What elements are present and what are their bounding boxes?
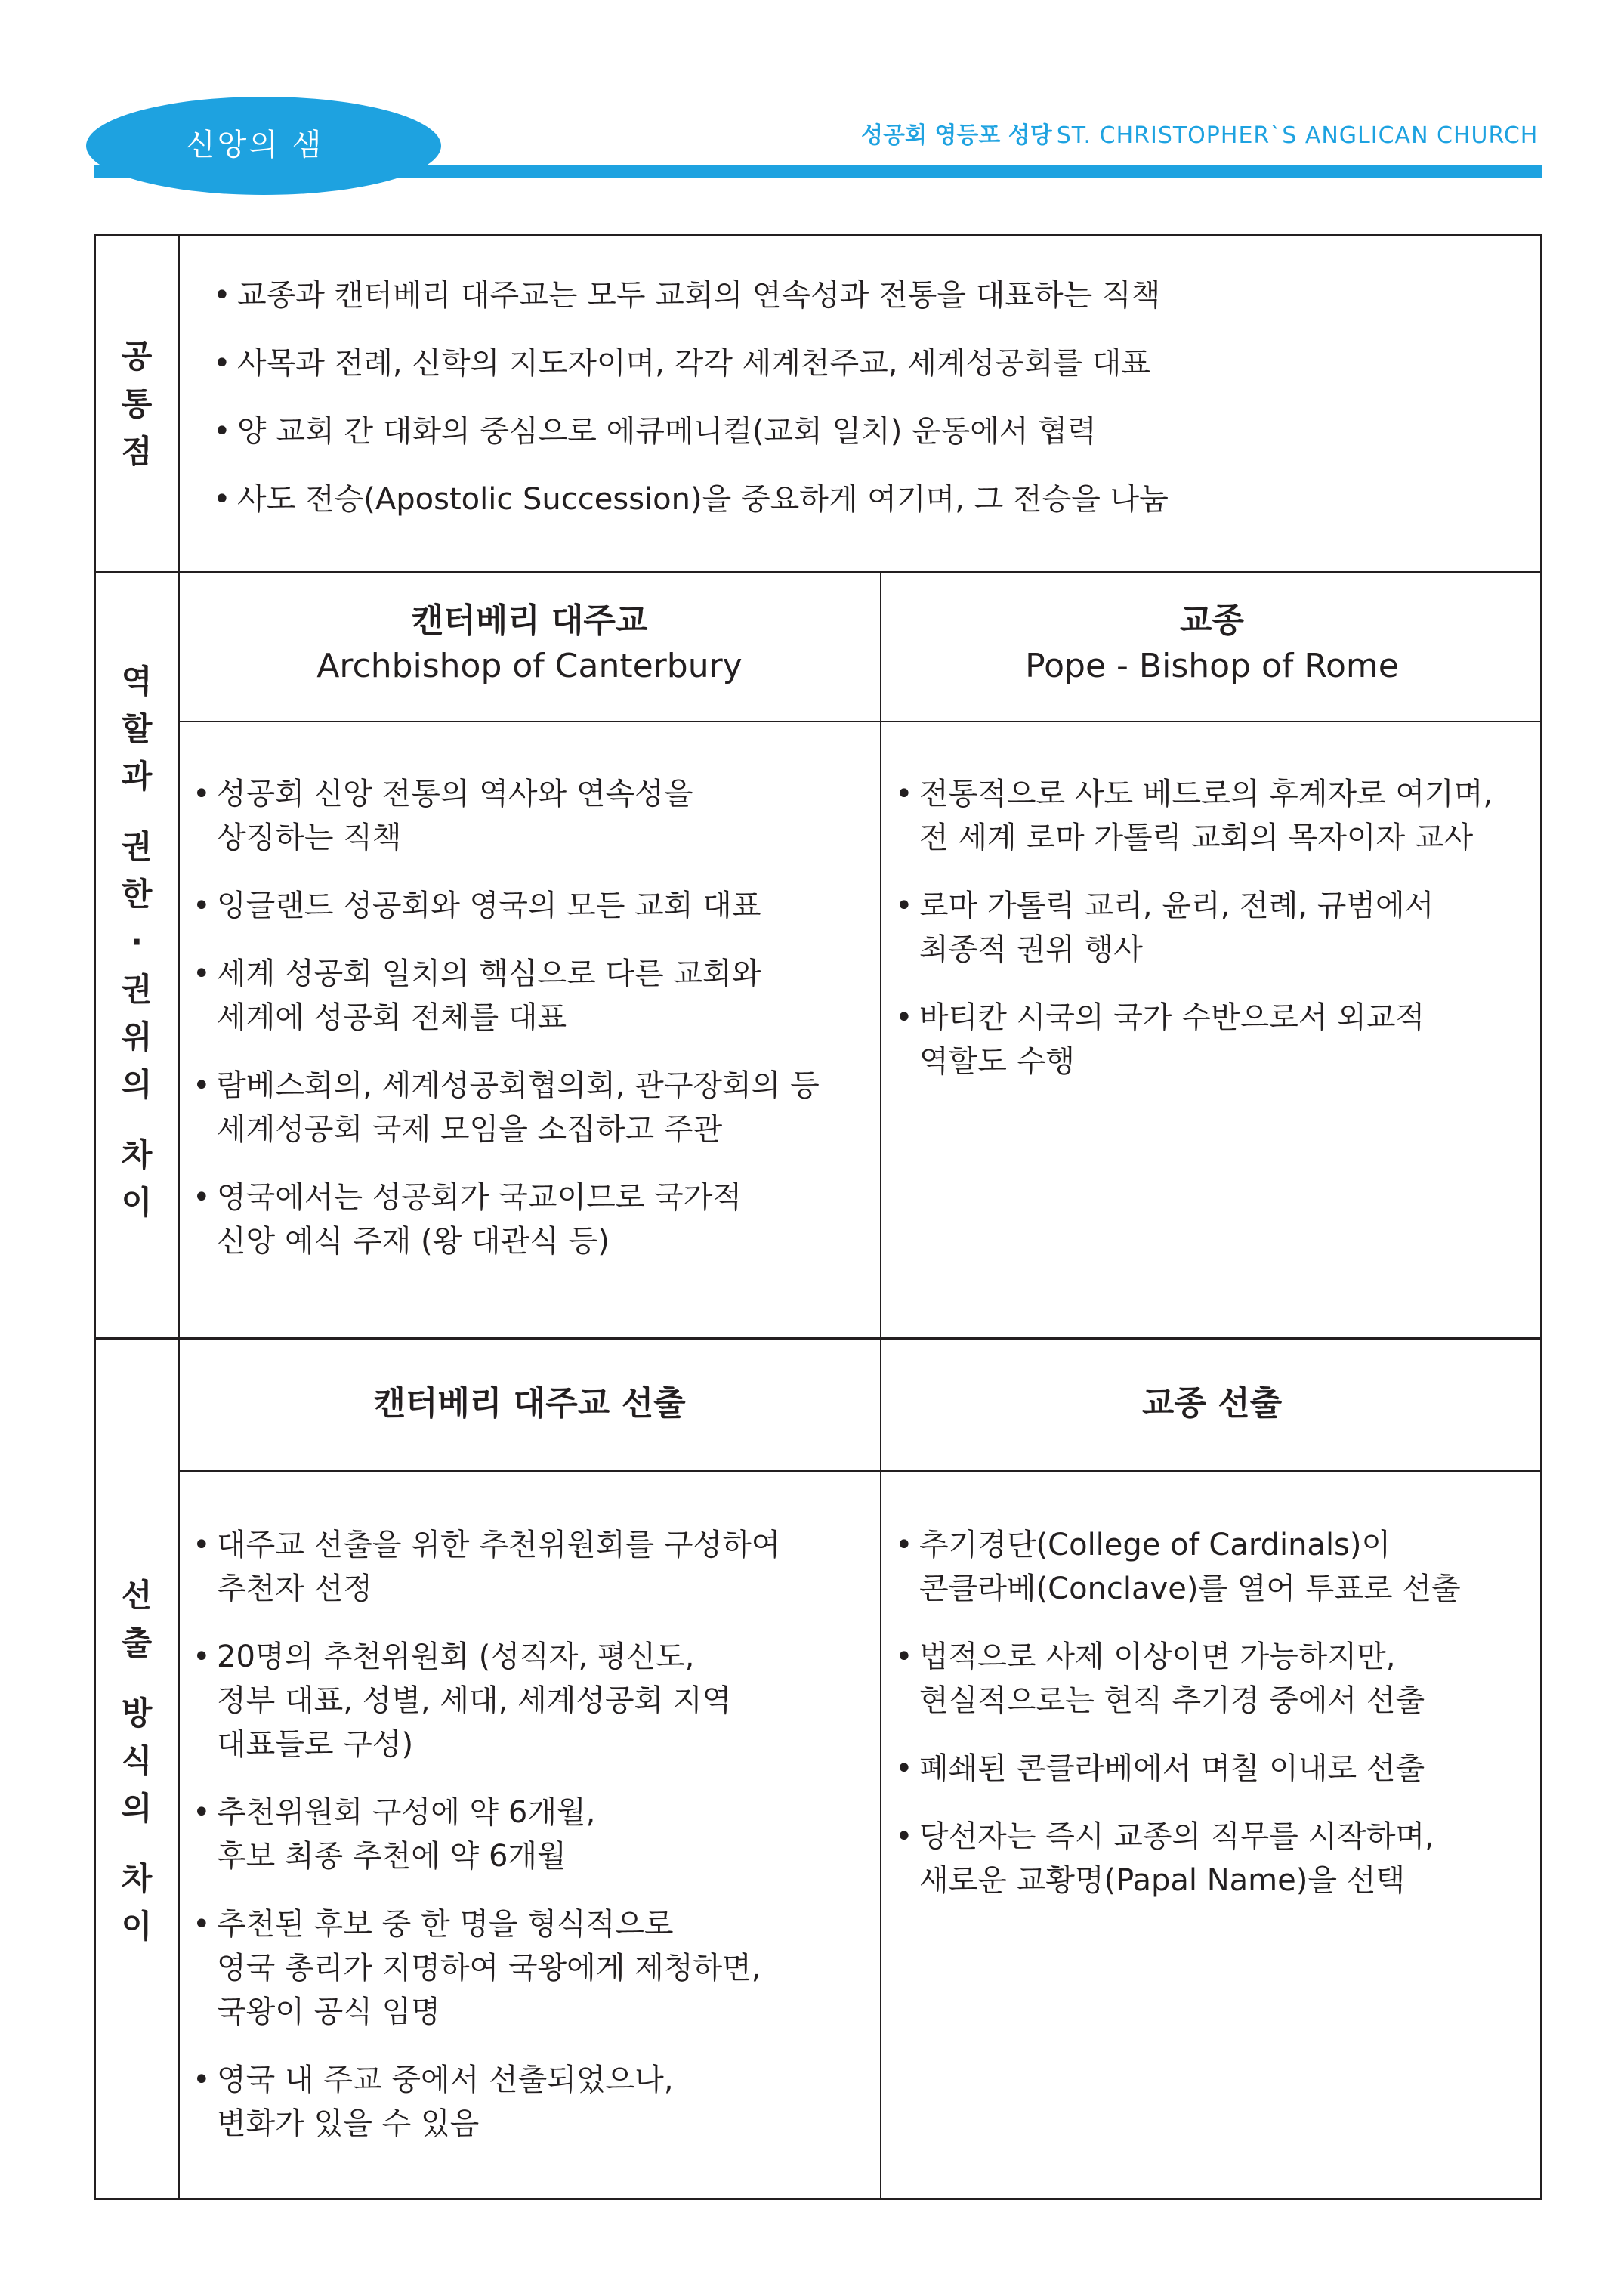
list-item-line: • 폐쇄된 콘클라베에서 며칠 이내로 선출 [919, 1751, 1425, 1786]
label-char: 차 [121, 1860, 153, 1897]
label-char: 차 [121, 1136, 153, 1173]
label-char: 역 [121, 663, 153, 700]
list-item-line: 상징하는 직책 [217, 820, 402, 855]
list-item [193, 2058, 872, 2146]
list-item-line: 현실적으로는 현직 추기경 중에서 선출 [919, 1683, 1425, 1718]
list-item-line: 세계성공회 국제 모임을 소집하고 주관 [217, 1112, 723, 1147]
label-char: · [131, 923, 143, 960]
list-item-line: • 로마 가톨릭 교리, 윤리, 전례, 규범에서 [919, 888, 1434, 923]
list-item [193, 1791, 872, 1878]
list-item-line: 새로운 교황명(Papal Name)을 선택 [919, 1863, 1405, 1898]
election-canterbury-list [193, 1523, 872, 2170]
list-item [895, 772, 1537, 860]
label-char: 의 [121, 1790, 153, 1827]
canterbury-election-title: 캔터베리 대주교 선출 [373, 1384, 686, 1423]
list-item-line: • 추천위원회 구성에 약 6개월, [217, 1795, 596, 1830]
list-item [213, 409, 1527, 453]
election-pope-header [881, 1381, 1542, 1426]
list-item-line: 최종적 권위 행사 [919, 932, 1143, 967]
list-item-line: 후보 최종 추천에 약 6개월 [217, 1839, 567, 1874]
label-char: 권 [121, 971, 153, 1008]
section-title: 신앙의 샘 [186, 128, 324, 162]
list-item [193, 1176, 872, 1263]
list-item-line: • 당선자는 즉시 교종의 직무를 시작하며, [919, 1819, 1434, 1854]
roles-canterbury-list [193, 772, 872, 1287]
common-points-label [94, 332, 180, 475]
list-item-line: • 바티칸 시국의 국가 수반으로서 외교적 [919, 1000, 1425, 1035]
list-item [895, 884, 1537, 972]
list-item-line: • 잉글랜드 성공회와 영국의 모든 교회 대표 [217, 888, 761, 923]
list-item [895, 1747, 1537, 1791]
label-spacer [94, 1667, 180, 1689]
list-item [193, 1523, 872, 1611]
list-item [213, 341, 1527, 385]
label-char: 권 [121, 828, 153, 865]
label-char: 이 [121, 1908, 153, 1945]
list-item [895, 1523, 1537, 1611]
list-item-line: 신앙 예식 주재 (왕 대관식 등) [217, 1224, 610, 1259]
list-item-line: • 추천된 후보 중 한 명을 형식적으로 [217, 1907, 674, 1942]
list-item-line: 세계에 성공회 전체를 대표 [217, 1000, 567, 1035]
list-item-line: • 양 교회 간 대화의 중심으로 에큐메니컬(교회 일치) 운동에서 협력 [237, 414, 1097, 449]
list-item-line: • 세계 성공회 일치의 핵심으로 다른 교회와 [217, 956, 761, 991]
list-item [895, 1635, 1537, 1723]
list-item-line: • 영국 내 주교 중에서 선출되었으나, [217, 2063, 674, 2097]
list-item [193, 772, 872, 860]
label-char: 의 [121, 1066, 153, 1103]
list-item [193, 952, 872, 1040]
label-char: 출 [121, 1624, 153, 1661]
roles-label [94, 657, 180, 1226]
election-pope-list [895, 1523, 1537, 1927]
pope-election-title: 교종 선출 [1141, 1384, 1283, 1423]
label-char: 식 [121, 1742, 153, 1779]
list-item-line: • 성공회 신앙 전통의 역사와 연속성을 [217, 777, 693, 811]
list-item-line: 추천자 선정 [217, 1571, 372, 1606]
election-canterbury-header [179, 1381, 880, 1426]
list-item-line: • 교종과 캔터베리 대주교는 모두 교회의 연속성과 전통을 대표하는 직책 [237, 278, 1161, 313]
list-item-line: • 사도 전승(Apostolic Succession)을 중요하게 여기며, 그 전승을 나눔 [237, 482, 1169, 517]
church-name-en: ST. CHRISTOPHER`S ANGLICAN CHURCH [1056, 122, 1539, 149]
list-item-line: • 영국에서는 성공회가 국교이므로 국가적 [217, 1180, 743, 1215]
list-item-line: 변화가 있을 수 있음 [217, 2106, 480, 2141]
label-char: 통 [121, 385, 153, 422]
list-item [193, 1064, 872, 1151]
label-spacer [94, 800, 180, 823]
list-item-line: • 20명의 추천위원회 (성직자, 평신도, [217, 1639, 695, 1674]
list-item-line: • 전통적으로 사도 베드로의 후계자로 여기며, [919, 777, 1493, 811]
label-char: 과 [121, 758, 153, 795]
roles-subheader-divider [179, 721, 1542, 722]
label-spacer [94, 1108, 180, 1131]
list-item-line: 콘클라베(Conclave)를 열어 투표로 선출 [919, 1571, 1461, 1606]
list-item-line: 정부 대표, 성별, 세대, 세계성공회 지역 [217, 1683, 732, 1718]
label-spacer [94, 1832, 180, 1855]
list-item [213, 273, 1527, 317]
list-item-line: • 대주교 선출을 위한 추천위원회를 구성하여 [217, 1528, 781, 1562]
row-divider-1 [94, 571, 1542, 573]
label-char: 위 [121, 1018, 153, 1055]
label-char: 한 [121, 876, 153, 913]
label-char: 이 [121, 1184, 153, 1221]
pope-title-ko: 교종 [1179, 601, 1244, 640]
list-item-line: • 람베스회의, 세계성공회협의회, 관구장회의 등 [217, 1068, 820, 1103]
church-name [861, 116, 1538, 150]
pope-title-en: Pope - Bishop of Rome [1025, 647, 1399, 685]
list-item-line: 전 세계 로마 가톨릭 교회의 목자이자 교사 [919, 820, 1474, 855]
list-item [193, 884, 872, 928]
label-char: 선 [121, 1577, 153, 1614]
election-subheader-divider [179, 1470, 1542, 1472]
label-char: 공 [121, 338, 153, 375]
list-item-line: 국왕이 공식 임명 [217, 1995, 440, 2029]
list-item [193, 1902, 872, 2034]
list-item-line: 영국 총리가 지명하여 국왕에게 제청하면, [217, 1951, 761, 1986]
list-item-line: 대표들로 구성) [217, 1727, 414, 1762]
list-item [895, 996, 1537, 1083]
list-item-line: • 사목과 전례, 신학의 지도자이며, 각각 세계천주교, 세계성공회를 대표 [237, 346, 1151, 381]
roles-canterbury-header [179, 598, 880, 689]
label-char: 할 [121, 710, 153, 747]
election-label [94, 1571, 180, 1950]
canterbury-title-ko: 캔터베리 대주교 [411, 601, 648, 640]
roles-pope-header [881, 598, 1542, 689]
list-item-line: • 추기경단(College of Cardinals)이 [919, 1528, 1391, 1562]
list-item [213, 477, 1527, 521]
list-item-line: • 법적으로 사제 이상이면 가능하지만, [919, 1639, 1396, 1674]
row-divider-2 [94, 1337, 1542, 1340]
label-char: 방 [121, 1695, 153, 1732]
church-name-ko: 성공회 영등포 성당 [861, 122, 1052, 149]
label-char: 점 [121, 433, 153, 470]
list-item [895, 1815, 1537, 1902]
list-item [193, 1635, 872, 1766]
canterbury-title-en: Archbishop of Canterbury [316, 647, 743, 685]
common-points-list [213, 273, 1527, 545]
roles-pope-list [895, 772, 1537, 1108]
list-item-line: 역할도 수행 [919, 1044, 1075, 1079]
